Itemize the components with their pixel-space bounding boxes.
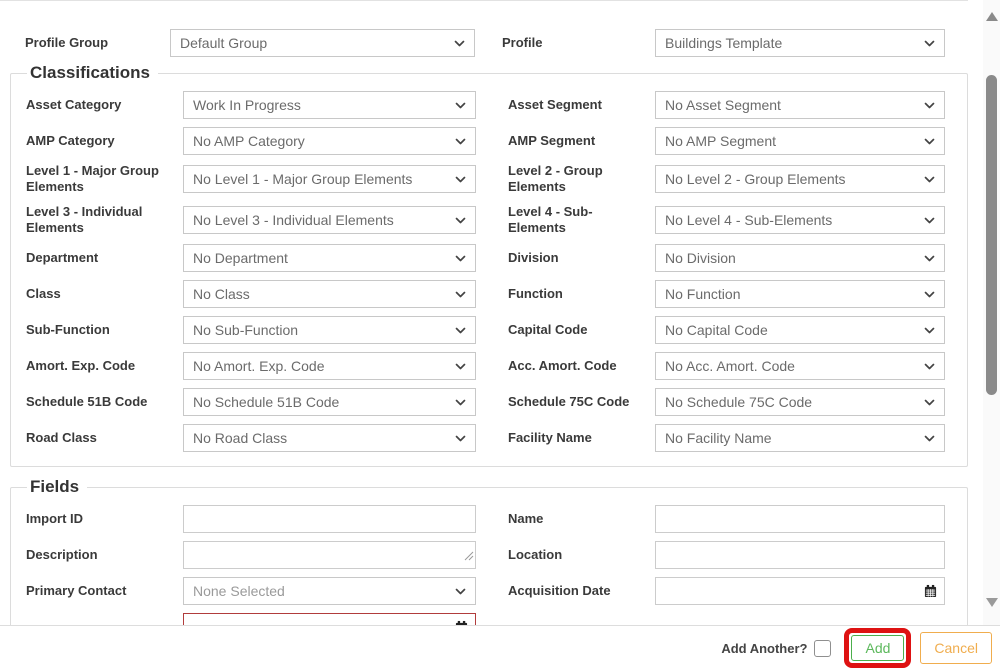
select-value: No Schedule 51B Code (193, 394, 340, 410)
classifications-legend: Classifications (30, 63, 150, 82)
capital-code-label: Capital Code (508, 321, 588, 337)
schedule-75c-select[interactable] (655, 388, 945, 416)
chevron-down-icon (453, 395, 468, 410)
resize-handle-icon[interactable] (464, 548, 474, 566)
select-value: Default Group (180, 35, 268, 51)
amp-segment-select[interactable] (655, 127, 945, 155)
select-value: No Class (193, 286, 250, 302)
fields-section (10, 477, 968, 625)
select-value: No Function (665, 286, 741, 302)
level4-label: Level 4 - Sub-Elements (508, 203, 593, 235)
schedule-75c-label: Schedule 75C Code (508, 393, 630, 409)
scrollbar-up-icon[interactable] (986, 12, 998, 21)
function-select[interactable] (655, 280, 945, 308)
function-label: Function (508, 285, 563, 301)
class-label: Class (26, 285, 61, 301)
classification-row (26, 127, 955, 155)
profile-row (25, 29, 1000, 57)
profile-group-select[interactable] (170, 29, 475, 57)
level4-select[interactable] (655, 206, 945, 234)
level1-select[interactable] (183, 165, 476, 193)
amp-category-label: AMP Category (26, 132, 115, 148)
chevron-down-icon (922, 36, 937, 51)
chevron-down-icon (922, 251, 937, 266)
description-label: Description (26, 546, 98, 562)
select-value: No Acc. Amort. Code (665, 358, 795, 374)
location-label: Location (508, 546, 563, 562)
division-label: Division (508, 249, 559, 265)
select-value: No AMP Category (193, 133, 305, 149)
profile-group-label: Profile Group (25, 34, 109, 50)
chevron-down-icon (922, 213, 937, 228)
chevron-down-icon (453, 359, 468, 374)
select-value: No Level 3 - Individual Elements (193, 211, 394, 228)
classification-row (26, 352, 955, 380)
modal-footer (0, 625, 1000, 670)
sub-function-label: Sub-Function (26, 321, 110, 337)
acc-amort-code-label: Acc. Amort. Code (508, 357, 617, 373)
add-another-label: Add Another? (721, 640, 808, 656)
select-value: No Division (665, 250, 736, 266)
description-field-wrap (183, 541, 476, 569)
classification-row (26, 388, 955, 416)
chevron-down-icon (922, 98, 937, 113)
chevron-down-icon (453, 98, 468, 113)
level2-label: Level 2 - Group Elements (508, 163, 603, 195)
fields-row (26, 577, 955, 605)
chevron-down-icon (453, 584, 468, 599)
add-button[interactable]: Add (851, 635, 904, 661)
asset-category-select[interactable] (183, 91, 476, 119)
chevron-down-icon (922, 431, 937, 446)
chevron-down-icon (452, 36, 467, 51)
location-input[interactable] (655, 541, 945, 569)
select-value: No Level 2 - Group Elements (665, 171, 846, 188)
fields-row (26, 541, 955, 569)
road-class-select[interactable] (183, 424, 476, 452)
level3-select[interactable] (183, 206, 476, 234)
chevron-down-icon (453, 251, 468, 266)
required-date-input[interactable] (183, 613, 476, 625)
capital-code-select[interactable] (655, 316, 945, 344)
classification-row (26, 424, 955, 452)
scrollbar-down-icon[interactable] (986, 598, 998, 607)
select-value: No Facility Name (665, 430, 772, 446)
classification-row (26, 280, 955, 308)
import-id-label: Import ID (26, 510, 84, 526)
class-select[interactable] (183, 280, 476, 308)
schedule-51b-label: Schedule 51B Code (26, 393, 148, 409)
name-input[interactable] (655, 505, 945, 533)
required-date-wrap (183, 613, 476, 625)
chevron-down-icon (453, 172, 468, 187)
schedule-51b-select[interactable] (183, 388, 476, 416)
amp-category-select[interactable] (183, 127, 476, 155)
acc-amort-code-select[interactable] (655, 352, 945, 380)
acquisition-date-label: Acquisition Date (508, 582, 611, 598)
chevron-down-icon (922, 172, 937, 187)
asset-segment-select[interactable] (655, 91, 945, 119)
amort-exp-code-label: Amort. Exp. Code (26, 357, 136, 373)
fields-row (26, 505, 955, 533)
profile-label: Profile (502, 34, 543, 50)
classification-row (26, 91, 955, 119)
classification-row (26, 244, 955, 272)
cancel-button[interactable]: Cancel (920, 632, 992, 664)
name-label: Name (508, 510, 544, 526)
chevron-down-icon (453, 431, 468, 446)
road-class-label: Road Class (26, 429, 97, 445)
add-button-highlight (844, 628, 911, 668)
select-value: No AMP Segment (665, 133, 777, 149)
acquisition-date-input[interactable] (655, 577, 945, 605)
add-another-checkbox[interactable] (814, 640, 831, 657)
department-label: Department (26, 249, 99, 265)
amort-exp-code-select[interactable] (183, 352, 476, 380)
division-select[interactable] (655, 244, 945, 272)
primary-contact-label: Primary Contact (26, 582, 127, 598)
chevron-down-icon (453, 213, 468, 228)
classification-row (26, 316, 955, 344)
fields-row (26, 613, 955, 625)
select-value: Buildings Template (665, 35, 783, 51)
level2-select[interactable] (655, 165, 945, 193)
facility-name-label: Facility Name (508, 429, 592, 445)
facility-name-select[interactable] (655, 424, 945, 452)
chevron-down-icon (453, 323, 468, 338)
scrollbar[interactable] (983, 0, 1000, 625)
level1-label: Level 1 - Major Group Elements (26, 163, 159, 195)
level3-label: Level 3 - Individual Elements (26, 203, 143, 235)
chevron-down-icon (922, 359, 937, 374)
calendar-icon[interactable] (924, 584, 937, 603)
classifications-section (10, 63, 968, 467)
select-value: No Level 1 - Major Group Elements (193, 171, 413, 188)
select-value: No Schedule 75C Code (665, 394, 813, 410)
asset-category-label: Asset Category (26, 96, 122, 112)
chevron-down-icon (922, 323, 937, 338)
chevron-down-icon (453, 134, 468, 149)
asset-segment-label: Asset Segment (508, 96, 602, 112)
select-value: Work In Progress (193, 97, 301, 113)
acquisition-date-wrap (655, 577, 945, 605)
chevron-down-icon (922, 134, 937, 149)
top-divider (0, 0, 968, 1)
classification-row (26, 204, 955, 237)
select-placeholder: None Selected (193, 583, 285, 599)
profile-select[interactable] (655, 29, 945, 57)
description-textarea[interactable] (183, 541, 476, 569)
fields-legend: Fields (30, 477, 80, 496)
primary-contact-select[interactable] (183, 577, 476, 605)
department-select[interactable] (183, 244, 476, 272)
select-value: No Level 4 - Sub-Elements (665, 211, 833, 228)
select-value: No Road Class (193, 430, 288, 446)
select-value: No Department (193, 250, 288, 266)
scrollbar-thumb[interactable] (986, 75, 997, 395)
chevron-down-icon (453, 287, 468, 302)
select-value: No Asset Segment (665, 97, 781, 113)
classification-row (26, 163, 955, 196)
import-id-input[interactable] (183, 505, 476, 533)
select-value: No Sub-Function (193, 322, 299, 338)
select-value: No Capital Code (665, 322, 768, 338)
amp-segment-label: AMP Segment (508, 132, 596, 148)
sub-function-select[interactable] (183, 316, 476, 344)
chevron-down-icon (922, 287, 937, 302)
select-value: No Amort. Exp. Code (193, 358, 325, 374)
chevron-down-icon (922, 395, 937, 410)
